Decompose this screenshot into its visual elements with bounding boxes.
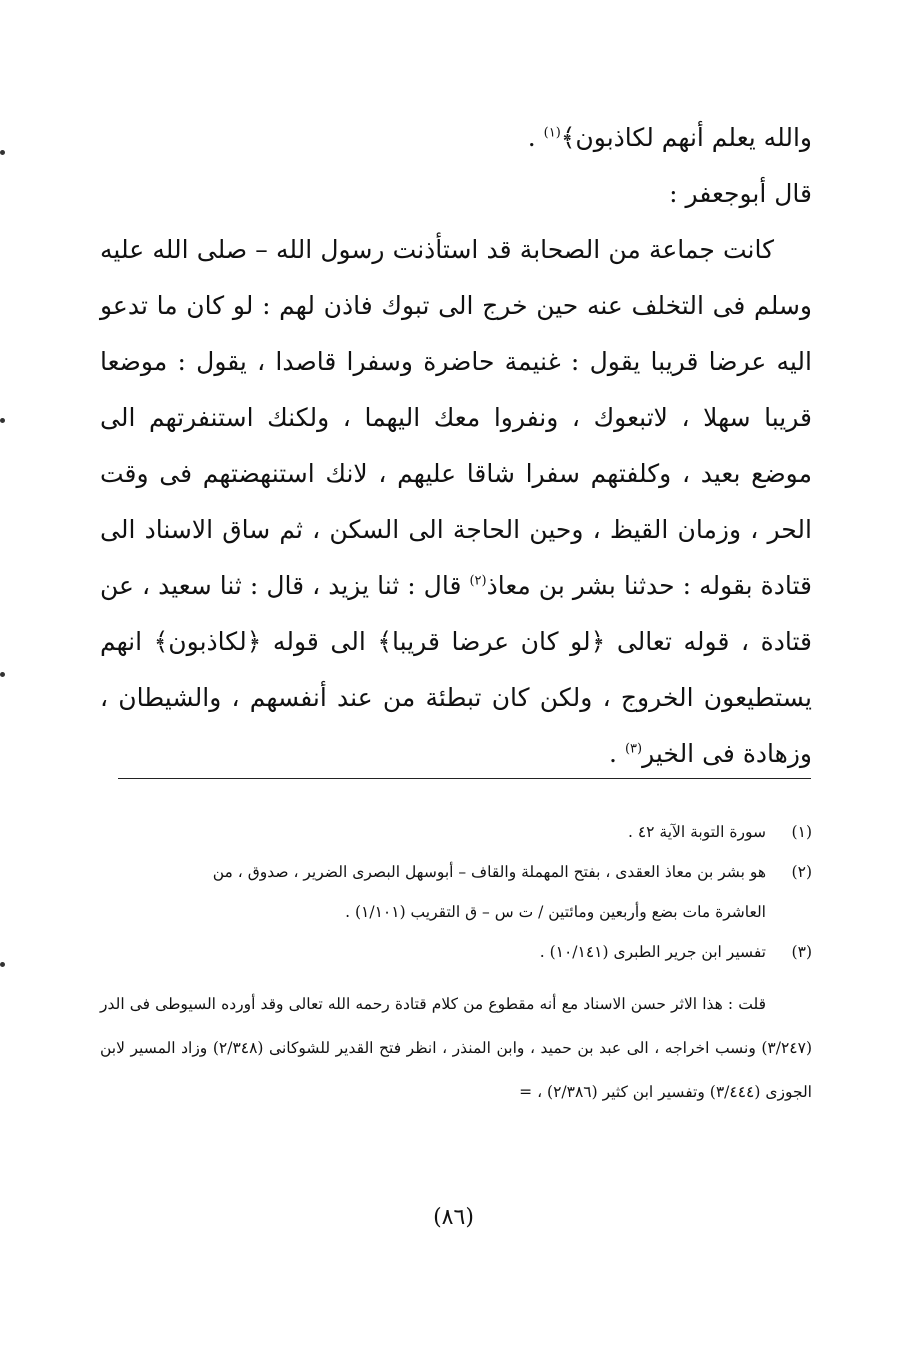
- commentary-text-a: كانت جماعة من الصحابة قد استأذنت رسول الله – صلى الله عليه وسلم فى التخلف عنه حين خرج الى تبوك فاذن لهم : لو كان ما تدعو اليه عرضا قريبا يقول : غنيمة حاضرة وسفرا قاصدا ، يقول : موضعا قريبا سهلا ، لاتبعوك ، ونفروا معك اليهما ، ولكنك استنفرتهم الى موضع بعيد ، وكلفتهم سفرا شاقا عليهم ، لانك استنهضتهم فى وقت الحر ، وزمان القيظ ، وحين الحاجة الى السكن ، ثم ساق الاسناد الى قتادة بقوله : حدثنا بشر بن معاذ: [100, 235, 812, 600]
- page-number: (٨٦): [433, 1205, 474, 1230]
- speaker-line: قال أبوجعفر :: [669, 179, 812, 208]
- scan-edge-mark: [0, 962, 5, 967]
- scan-edge-mark: [0, 418, 5, 423]
- footnote-2-continuation: [100, 892, 812, 932]
- footnote-text: العاشرة مات بضع وأربعين ومائتين / ت س – ق التقريب (١/١٠١) .: [345, 903, 766, 921]
- footnote-ref-2: (٢): [469, 573, 487, 589]
- footnote-ref-3: (٣): [624, 741, 643, 757]
- footnote-ref-1: (١): [543, 125, 561, 141]
- main-text: [100, 110, 812, 782]
- footnote-number: (٣): [791, 943, 812, 961]
- footnote-number: (١): [791, 823, 812, 841]
- footnote-1: [100, 812, 812, 852]
- scan-edge-mark: [0, 672, 5, 677]
- footnote-text: هو بشر بن معاذ العقدى ، بفتح المهملة والقاف – أبوسهل البصرى الضرير ، صدوق ، من: [212, 863, 766, 881]
- commentary-text-b: قال : ثنا يزيد ، قال : ثنا سعيد ، عن قتادة ، قوله تعالى ﴿لو كان عرضا قريبا﴾ الى قوله ﴿لكاذبون﴾ انهم يستطيعون الخروج ، ولكن كان تبطئة من عند أنفسهم ، والشيطان ، وزهادة فى الخير: [100, 571, 812, 768]
- footnote-text: تفسير ابن جرير الطبرى (١٠/١٤١) .: [539, 943, 766, 961]
- footnote-2: [100, 852, 812, 892]
- footnote-text: سورة التوبة الآية ٤٢ .: [627, 823, 766, 841]
- editor-note: قلت : هذا الاثر حسن الاسناد مع أنه مقطوع من كلام قتادة رحمه الله تعالى وقد أورده السيوطى فى الدر (٣/٢٤٧) ونسب اخراجه ، الى عبد بن حميد ، وابن المنذر ، انظر فتح القدير للشوكانى (٢/٣٤٨) وزاد المسير لابن الجوزى (٣/٤٤٤) وتفسير ابن كثير (٢/٣٨٦) ، =: [100, 995, 812, 1101]
- footnote-number: (٢): [791, 863, 812, 881]
- verse-ending-period: .: [527, 123, 544, 152]
- verse-ending-line: [100, 110, 812, 166]
- footnote-3: [100, 932, 812, 972]
- commentary-paragraph: [100, 222, 812, 782]
- footnotes-section: [100, 812, 812, 1114]
- scan-edge-mark: [0, 150, 5, 155]
- footnote-divider: [118, 778, 811, 779]
- verse-ending-text: والله يعلم أنهم لكاذبون﴾: [560, 123, 812, 152]
- commentary-period: .: [609, 739, 625, 768]
